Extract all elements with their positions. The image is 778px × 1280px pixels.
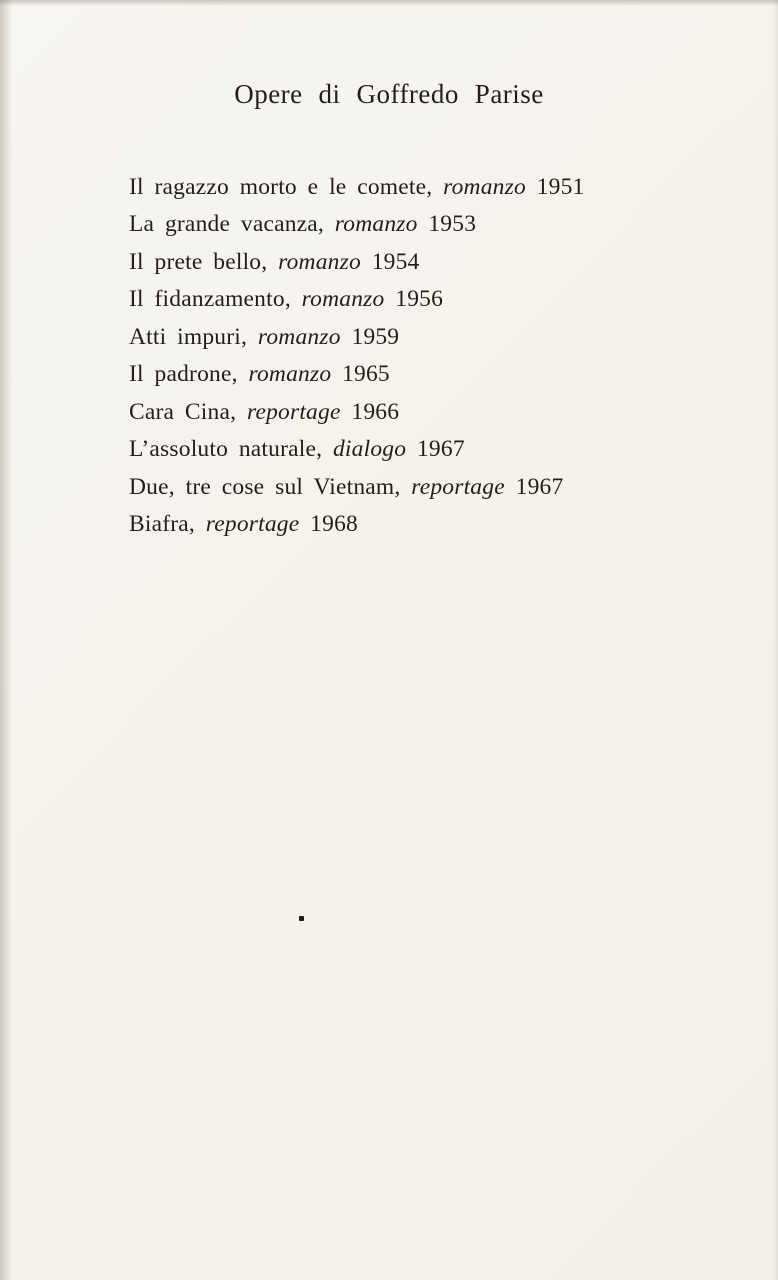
work-genre: dialogo (332, 436, 407, 463)
work-item (129, 281, 748, 319)
work-item (129, 206, 748, 244)
work-year: 1956 (395, 286, 444, 313)
work-genre: romanzo (334, 211, 418, 238)
page-title: Opere di Goffredo Parise (234, 79, 544, 109)
work-genre: romanzo (278, 248, 361, 275)
work-title: Il padrone, (129, 361, 238, 388)
work-title: Biafra, (129, 511, 195, 538)
work-genre: romanzo (257, 323, 341, 350)
work-year: 1951 (536, 173, 585, 200)
work-year: 1953 (428, 211, 477, 238)
work-title: Cara Cina, (129, 398, 237, 425)
work-genre: reportage (411, 473, 505, 500)
work-year: 1965 (342, 361, 390, 388)
work-genre: romanzo (443, 173, 526, 200)
work-item (129, 469, 748, 507)
work-year: 1968 (310, 511, 358, 538)
work-title: Il prete bello, (129, 248, 268, 275)
work-item (129, 506, 748, 544)
work-item (129, 431, 748, 469)
work-title: La grande vacanza, (129, 211, 324, 238)
work-genre: reportage (246, 398, 341, 425)
work-year: 1959 (351, 323, 400, 350)
work-title: L’assoluto naturale, (129, 436, 323, 463)
work-item (129, 319, 748, 357)
work-item (129, 394, 748, 432)
works-list (0, 110, 778, 544)
work-title: Atti impuri, (129, 323, 248, 350)
work-title: Il fidanzamento, (129, 286, 291, 313)
work-year: 1967 (416, 436, 465, 463)
ink-speck (299, 916, 304, 921)
work-year: 1966 (351, 398, 400, 425)
work-item (129, 244, 748, 282)
work-genre: romanzo (248, 361, 332, 388)
work-item (129, 169, 748, 207)
work-genre: romanzo (301, 286, 385, 313)
work-title: Il ragazzo morto e le comete, (129, 173, 433, 200)
work-item (129, 356, 748, 394)
work-year: 1967 (515, 473, 564, 500)
work-genre: reportage (205, 511, 300, 538)
work-year: 1954 (371, 248, 420, 275)
work-title: Due, tre cose sul Vietnam, (129, 473, 401, 500)
